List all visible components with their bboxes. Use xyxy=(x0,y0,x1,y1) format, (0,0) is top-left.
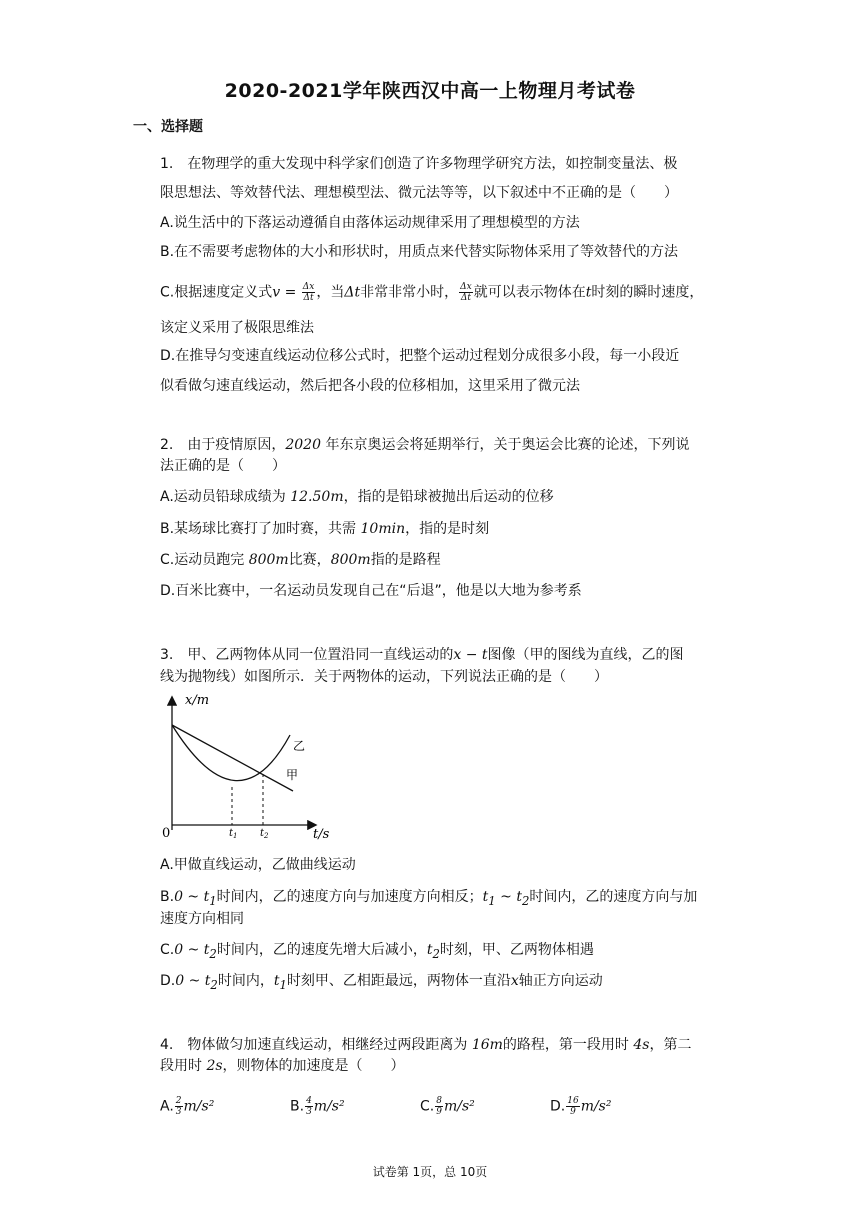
q2-stem-line2: 法正确的是（ ） xyxy=(160,458,286,474)
q4-option-c xyxy=(420,1096,475,1117)
math-var: t xyxy=(273,973,280,989)
math-var: x xyxy=(510,973,519,989)
math-var: ~ t xyxy=(495,889,522,905)
q3-option-a: A.甲做直线运动，乙做曲线运动 xyxy=(160,857,356,873)
text-segment: ，则物体的加速度是（ ） xyxy=(222,1058,405,1074)
math-var: 800m xyxy=(330,552,371,568)
math-var: 12.50m xyxy=(290,489,344,505)
math-var: 2020 xyxy=(285,437,321,453)
text-segment: 时间内， xyxy=(217,973,274,989)
q2-option-d: D.百米比赛中，一名运动员发现自己在“后退”，他是以大地为参考系 xyxy=(160,583,582,599)
fraction-numerator: 16 xyxy=(567,1096,579,1106)
fraction-numerator: Δx xyxy=(460,282,472,292)
q3-option-b-line1 xyxy=(160,887,730,911)
unit: m/s² xyxy=(580,1098,612,1115)
fraction-denominator: 3 xyxy=(306,1107,312,1117)
unit: m/s² xyxy=(183,1098,215,1115)
text-segment: 时间内，乙的速度先增大后减小， xyxy=(216,942,427,958)
text-segment: 时刻甲、乙相距最远，两物体一直沿 xyxy=(286,973,511,989)
math-var: 0 ~ t xyxy=(175,973,211,989)
option-letter: D. xyxy=(550,1098,566,1115)
text-segment: B. xyxy=(160,889,175,905)
y-axis-label: x/m xyxy=(185,693,210,708)
math-var: 0 ~ t xyxy=(174,889,210,905)
math-var: 800m xyxy=(248,552,289,568)
fraction-numerator: 4 xyxy=(306,1096,312,1106)
q1-option-d-line1: D.在推导匀变速直线运动位移公式时，把整个运动过程划分成很多小段，每一小段近 xyxy=(160,348,680,364)
option-letter: B. xyxy=(290,1098,305,1115)
math-var: 4s xyxy=(633,1037,650,1053)
fraction xyxy=(459,282,473,303)
fraction xyxy=(435,1096,443,1117)
q4-option-d xyxy=(550,1096,611,1117)
fraction xyxy=(302,282,316,303)
fraction xyxy=(305,1096,313,1117)
math-sub: 1 xyxy=(488,893,496,908)
text-segment: ，当 xyxy=(316,284,345,301)
fraction xyxy=(175,1096,183,1117)
fraction-denominator: Δt xyxy=(303,293,314,303)
math-sub: 2 xyxy=(521,893,530,908)
math-var: 2s xyxy=(206,1058,223,1074)
text-segment: 非常非常小时， xyxy=(360,284,459,301)
text-segment: 3. 甲、乙两物体从同一位置沿同一直线运动的 xyxy=(160,647,454,663)
text-segment: 时间内，乙的速度方向与加 xyxy=(529,889,698,905)
text-segment: 时刻的瞬时速度， xyxy=(591,284,704,301)
q3-stem-line1 xyxy=(160,645,730,665)
unit: m/s² xyxy=(313,1098,345,1115)
math-var: 0 ~ t xyxy=(174,942,210,958)
option-letter: A. xyxy=(160,1098,174,1115)
fraction-numerator: 2 xyxy=(175,1096,182,1106)
fraction-numerator: Δx xyxy=(302,282,315,292)
text-segment: 轴正方向运动 xyxy=(518,973,603,989)
q3-option-b-line2: 速度方向相同 xyxy=(160,911,244,927)
fraction-numerator: 8 xyxy=(436,1096,442,1106)
q4-option-b xyxy=(290,1096,345,1117)
page-footer: 试卷第 1页，总 10页 xyxy=(372,1165,488,1179)
math-sub: 2 xyxy=(209,946,217,961)
text-segment: A.运动员铅球成绩为 xyxy=(160,489,291,505)
text-segment: 4. 物体做匀加速直线运动，相继经过两段距离为 xyxy=(160,1037,472,1053)
section-heading: 一、选择题 xyxy=(133,119,203,135)
text-segment: C. xyxy=(160,942,175,958)
text-segment: = xyxy=(280,284,301,301)
q2-option-c xyxy=(160,550,730,570)
math-var: 10min xyxy=(360,521,406,537)
q4-stem-line2 xyxy=(160,1056,730,1076)
x-axis-label: t/s xyxy=(313,827,330,842)
q3-option-c xyxy=(160,940,730,964)
q2-option-b xyxy=(160,519,730,539)
q1-option-c-line1 xyxy=(160,282,730,303)
q1-option-c-line2: 该定义采用了极限思维法 xyxy=(160,320,314,336)
text-segment: 时间内，乙的速度方向与加速度方向相反； xyxy=(216,889,483,905)
text-segment: 指的是路程 xyxy=(370,552,441,568)
t1-label: $t_1$ xyxy=(229,828,238,840)
curve-yi xyxy=(172,725,290,781)
q3-option-d xyxy=(160,971,730,995)
text-segment: B.某场球比赛打了加时赛，共需 xyxy=(160,521,361,537)
xt-graph xyxy=(155,690,335,845)
math-sub: 2 xyxy=(210,977,218,992)
t2-label: $t_2$ xyxy=(260,828,269,840)
q4-option-a xyxy=(160,1096,214,1117)
q2-option-a xyxy=(160,487,730,507)
text-segment: ，第二 xyxy=(649,1037,692,1053)
math-var: Δt xyxy=(344,284,361,301)
q1-option-b: B.在不需要考虑物体的大小和形状时，用质点来代替实际物体采用了等效替代的方法 xyxy=(160,244,679,260)
math-var: 16m xyxy=(471,1037,503,1053)
unit: m/s² xyxy=(443,1098,475,1115)
fraction-denominator: 3 xyxy=(175,1107,182,1117)
math-var: t xyxy=(585,284,592,301)
math-var: v xyxy=(272,284,281,301)
math-sub: 1 xyxy=(209,893,217,908)
q1-option-a: A.说生活中的下落运动遵循自由落体运动规律采用了理想模型的方法 xyxy=(160,215,580,231)
text-segment: C.运动员跑完 xyxy=(160,552,249,568)
math-sub: 2 xyxy=(432,946,440,961)
text-segment: C.根据速度定义式 xyxy=(160,284,273,301)
page-title: 2020-2021学年陕西汉中高一上物理月考试卷 xyxy=(224,80,636,102)
text-segment: D. xyxy=(160,973,176,989)
text-segment: 比赛， xyxy=(288,552,331,568)
line-jia-label: 甲 xyxy=(286,768,299,782)
text-segment: ，指的是时刻 xyxy=(405,521,490,537)
math-var: t xyxy=(426,942,433,958)
q1-option-d-line2: 似看做匀速直线运动，然后把各小段的位移相加，这里采用了微元法 xyxy=(160,378,580,394)
text-segment: 就可以表示物体在 xyxy=(473,284,586,301)
text-segment: 图像（甲的图线为直线，乙的图 xyxy=(487,647,684,663)
text-segment: 时刻，甲、乙两物体相遇 xyxy=(439,942,594,958)
q1-stem-line1: 1. 在物理学的重大发现中科学家们创造了许多物理学研究方法，如控制变量法、极 xyxy=(160,156,678,172)
q2-stem-line1 xyxy=(160,435,730,455)
q4-stem-line1 xyxy=(160,1035,730,1055)
fraction-denominator: 9 xyxy=(570,1107,576,1117)
math-var: x − t xyxy=(453,647,488,663)
text-segment: 2. 由于疫情原因， xyxy=(160,437,286,453)
text-segment: 段用时 xyxy=(160,1058,207,1074)
text-segment: 的路程，第一段用时 xyxy=(502,1037,634,1053)
origin-label: 0 xyxy=(162,826,171,841)
q3-stem-line2: 线为抛物线）如图所示．关于两物体的运动，下列说法正确的是（ ） xyxy=(160,669,608,685)
fraction xyxy=(566,1096,579,1117)
q1-stem-line2: 限思想法、等效替代法、理想模型法、微元法等等，以下叙述中不正确的是（ ） xyxy=(160,185,678,201)
text-segment: 年东京奥运会将延期举行，关于奥运会比赛的论述，下列说 xyxy=(321,437,690,453)
option-letter: C. xyxy=(420,1098,435,1115)
math-sub: 1 xyxy=(279,977,287,992)
fraction-denominator: 9 xyxy=(436,1107,442,1117)
curve-yi-label: 乙 xyxy=(293,739,306,753)
fraction-denominator: Δt xyxy=(460,293,471,303)
text-segment: ，指的是铅球被抛出后运动的位移 xyxy=(343,489,554,505)
math-var: t xyxy=(482,889,489,905)
